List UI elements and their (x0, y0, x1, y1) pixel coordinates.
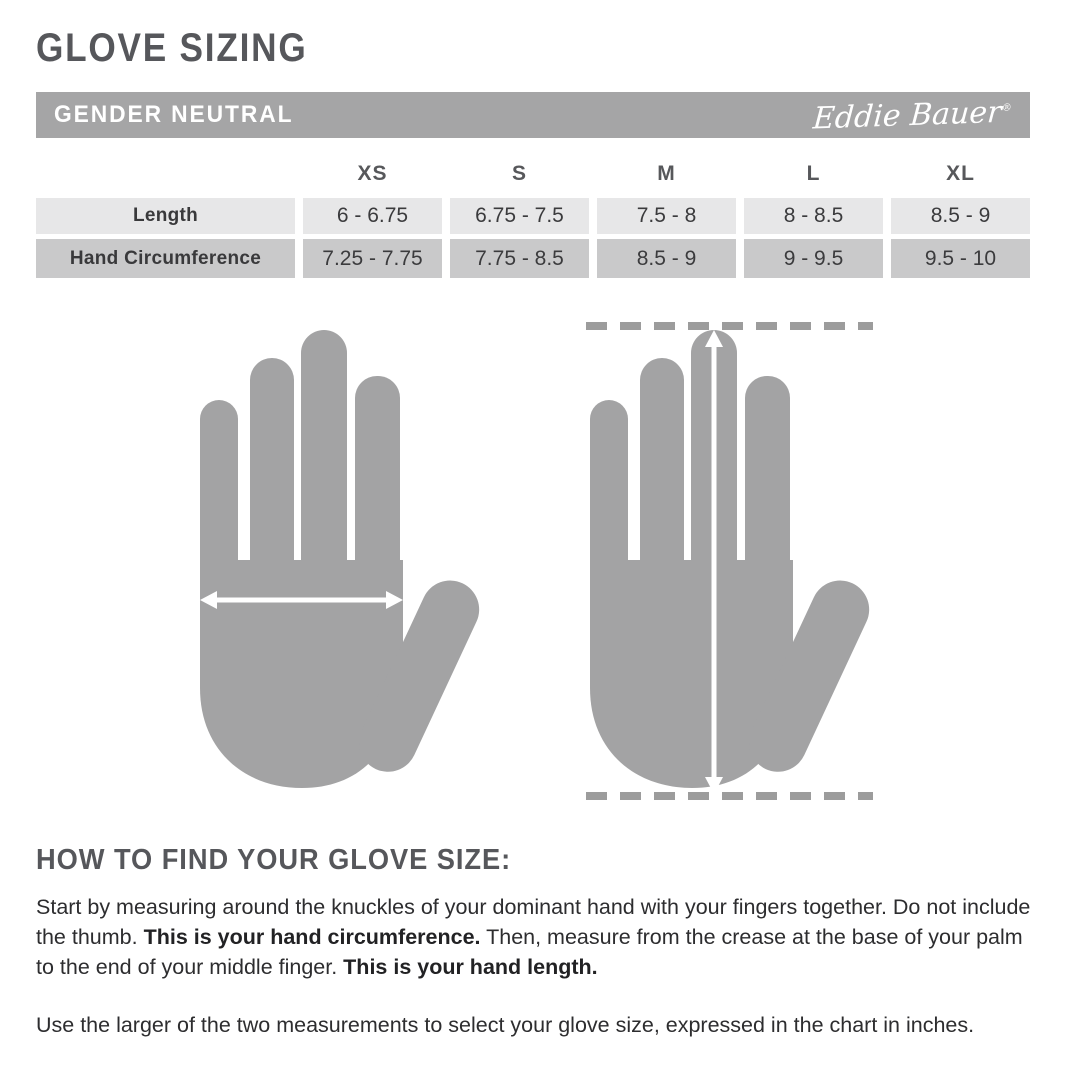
hand-silhouette (200, 330, 488, 788)
hand-circumference-diagram (188, 322, 488, 807)
size-value-cell: 6 - 6.75 (303, 198, 442, 234)
size-column-header: XS (357, 162, 388, 185)
brand-name: Eddie Bauer (812, 94, 1004, 137)
howto-paragraph-segment: This is your hand circumference. (143, 925, 481, 949)
size-table (36, 156, 1030, 278)
trademark-symbol: ® (1001, 102, 1013, 114)
howto-paragraph-segment: Then, measure from the crease at the base of your palm to the end of your middle finger. (36, 925, 1023, 979)
howto-paragraph-segment: This is your hand length. (343, 955, 598, 979)
size-value-cell: 9.5 - 10 (891, 239, 1030, 278)
row-label-cell: Length (36, 198, 295, 234)
size-column-header: S (511, 162, 527, 185)
size-value-cell: 9 - 9.5 (744, 239, 883, 278)
howto-paragraph-1 (36, 892, 1038, 982)
size-table-row (36, 198, 1030, 234)
header-spacer-cell (36, 156, 295, 192)
hand-silhouette (590, 330, 878, 794)
size-value-cell: 8.5 - 9 (597, 239, 736, 278)
howto-paragraph-segment: Start by measuring around the knuckles of your dominant hand with your fingers together. Do not include the thumb. (36, 895, 1031, 949)
gender-neutral-banner (36, 92, 1030, 138)
size-value-cell: 7.25 - 7.75 (303, 239, 442, 278)
row-label-cell: Hand Circumference (36, 239, 295, 278)
size-value-cell: 7.5 - 8 (597, 198, 736, 234)
size-table-header-row (36, 156, 1030, 192)
size-column-header: L (806, 162, 821, 185)
size-column-header: XL (946, 162, 975, 185)
size-value-cell: 8.5 - 9 (891, 198, 1030, 234)
howto-heading: HOW TO FIND YOUR GLOVE SIZE: (36, 844, 512, 876)
eddie-bauer-logo (812, 94, 1013, 136)
size-table-row (36, 239, 1030, 278)
size-column-header: M (657, 162, 676, 185)
hand-length-diagram (578, 322, 878, 807)
size-value-cell: 7.75 - 8.5 (450, 239, 589, 278)
page-title: GLOVE SIZING (36, 26, 308, 70)
size-value-cell: 8 - 8.5 (744, 198, 883, 234)
howto-paragraph-2: Use the larger of the two measurements to select your glove size, expressed in the chart in inches. (36, 1013, 975, 1037)
banner-label: GENDER NEUTRAL (54, 101, 294, 128)
size-value-cell: 6.75 - 7.5 (450, 198, 589, 234)
